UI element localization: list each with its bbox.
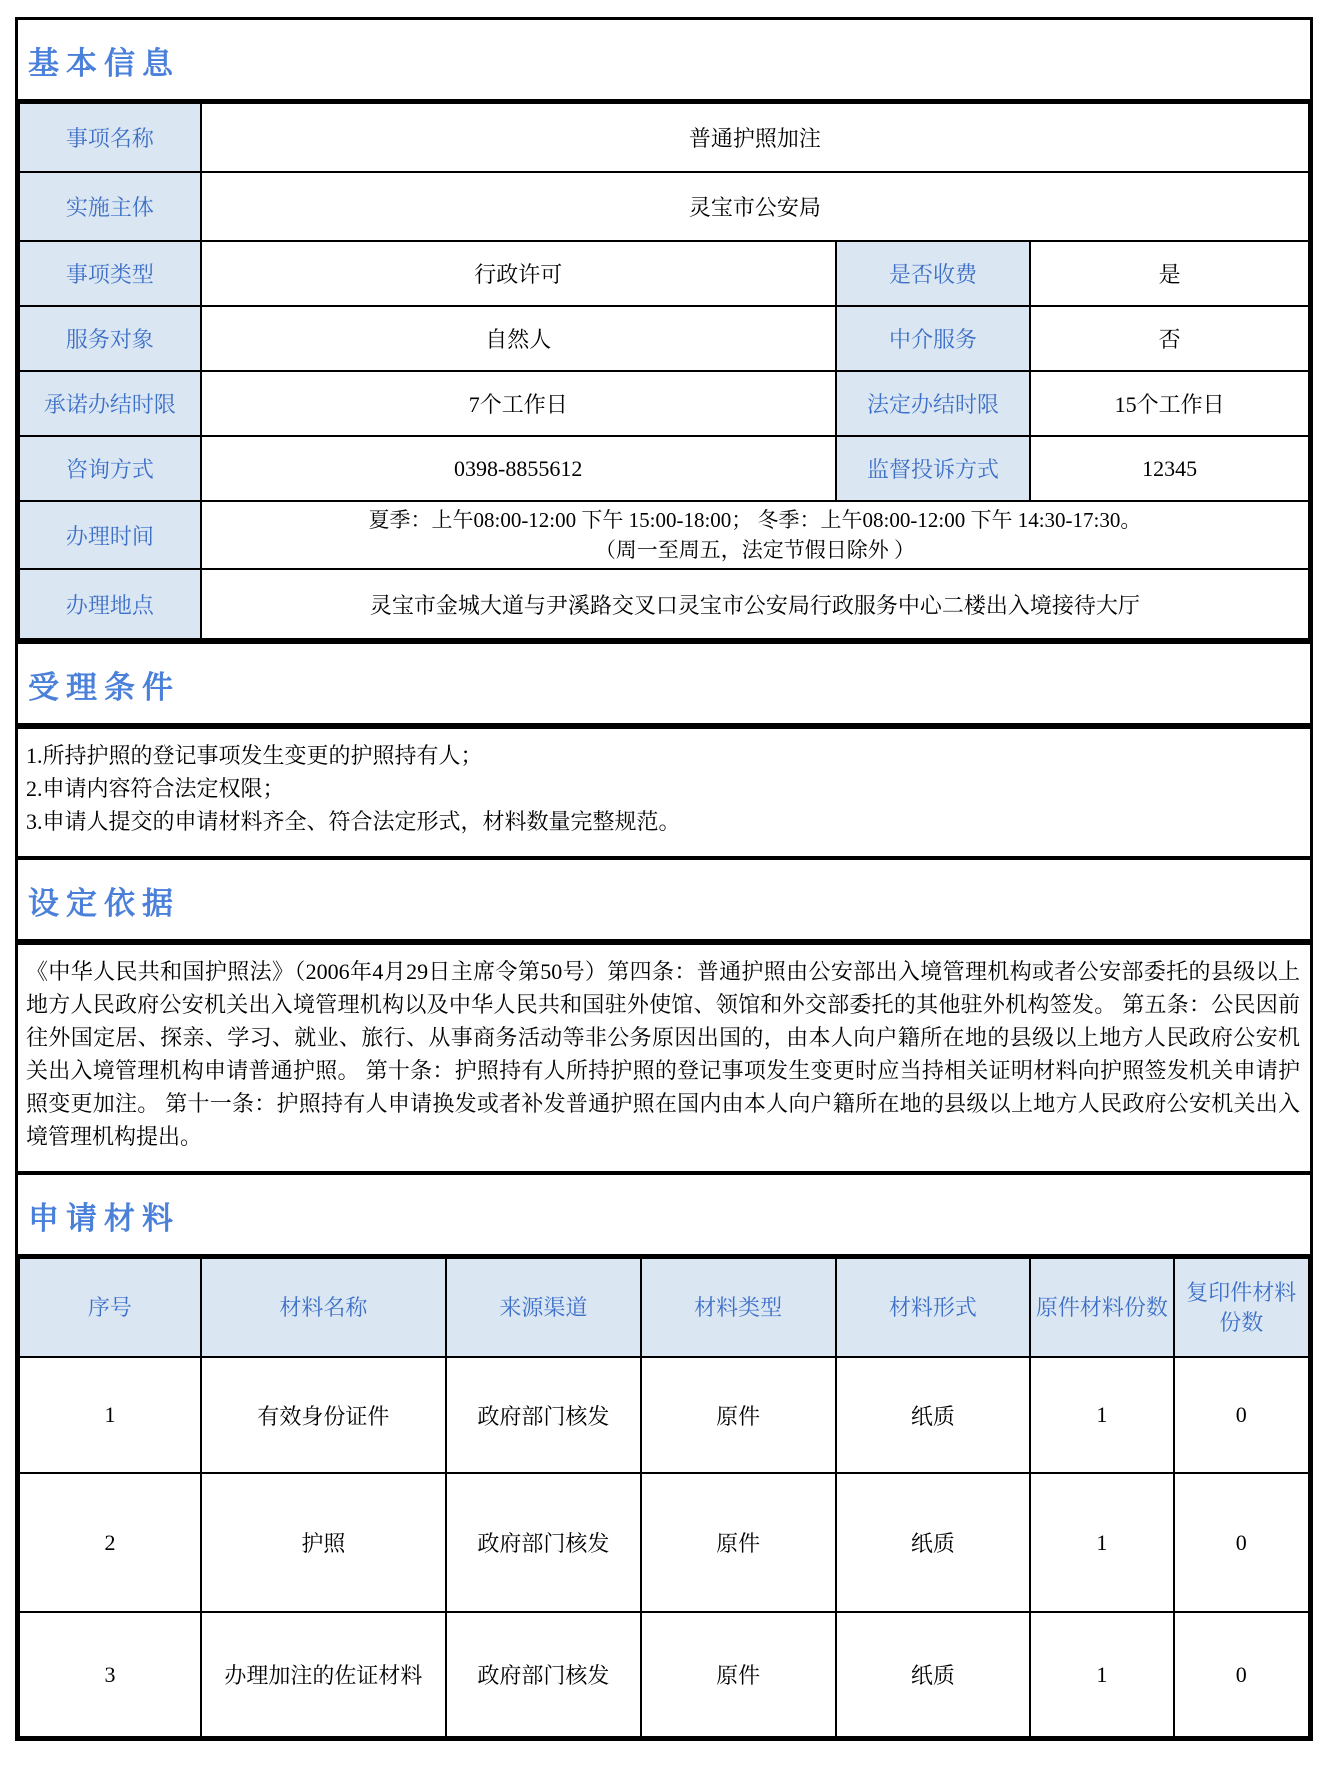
row-service-target-intermediary [19, 306, 1309, 371]
promised-limit-value: 7个工作日 [201, 371, 836, 436]
material-name: 有效身份证件 [201, 1357, 446, 1473]
material-form: 纸质 [836, 1473, 1031, 1612]
material-original-count: 1 [1030, 1473, 1173, 1612]
legal-basis-title: 设定依据 [28, 886, 180, 921]
material-source: 政府部门核发 [446, 1612, 641, 1737]
basic-info-title: 基本信息 [28, 46, 180, 81]
legal-basis-content: 《中华人民共和国护照法》（2006年4月29日主席令第50号）第四条：普通护照由公安部出入境管理机构或者公安部委托的县级以上地方人民政府公安机关出入境管理机构以及中华人民共和国驻外使馆、领馆和外交部委托的其他驻外机构签发。 第五条：公民因前往外国定居、探亲、学习、就业、旅行、从事商务活动等非公务原因出国的，由本人向户籍所在地的县级以上地方人民政府公安机关出入境管理机构申请普通护照。 第十条：护照持有人所持护照的登记事项发生变更时应当持相关证明材料向护照签发机关申请护照变更加注。 第十一条：护照持有人申请换发或者补发普通护照在国内由本人向户籍所在地的县级以上地方人民政府公安机关出入境管理机构提出。 [18, 942, 1310, 1171]
material-copy-count: 0 [1174, 1473, 1310, 1612]
section-legal-basis-header [18, 856, 1310, 942]
hours-line-2: （周一至周五，法定节假日除外 ） [594, 538, 916, 562]
item-type-value: 行政许可 [201, 241, 836, 306]
row-implementer [19, 172, 1309, 241]
material-name: 办理加注的佐证材料 [201, 1612, 446, 1737]
material-source: 政府部门核发 [446, 1473, 641, 1612]
consult-label: 咨询方式 [19, 436, 201, 501]
material-source: 政府部门核发 [446, 1357, 641, 1473]
material-row [19, 1473, 1309, 1612]
acceptance-item: 3.申请人提交的申请材料齐全、符合法定形式，材料数量完整规范。 [26, 809, 681, 834]
section-acceptance-header [18, 640, 1310, 726]
row-hours [19, 501, 1309, 569]
location-label: 办理地点 [19, 569, 201, 639]
intermediary-value: 否 [1030, 306, 1309, 371]
statutory-limit-value: 15个工作日 [1030, 371, 1309, 436]
complaint-label: 监督投诉方式 [836, 436, 1031, 501]
service-target-value: 自然人 [201, 306, 836, 371]
acceptance-item: 2.申请内容符合法定权限； [26, 776, 285, 801]
material-type: 原件 [641, 1473, 836, 1612]
material-original-count: 1 [1030, 1612, 1173, 1737]
item-type-label: 事项类型 [19, 241, 201, 306]
col-header-material-type: 材料类型 [641, 1258, 836, 1357]
statutory-limit-label: 法定办结时限 [836, 371, 1031, 436]
material-seq: 2 [19, 1473, 201, 1612]
material-type: 原件 [641, 1612, 836, 1737]
material-row [19, 1357, 1309, 1473]
implementer-value: 灵宝市公安局 [201, 172, 1309, 241]
materials-table [18, 1257, 1310, 1738]
acceptance-item: 1.所持护照的登记事项发生变更的护照持有人； [26, 743, 483, 768]
service-info-sheet [15, 17, 1313, 1741]
acceptance-content [18, 726, 1310, 856]
material-form: 纸质 [836, 1612, 1031, 1737]
col-header-material-form: 材料形式 [836, 1258, 1031, 1357]
material-form: 纸质 [836, 1357, 1031, 1473]
consult-value: 0398-8855612 [201, 436, 836, 501]
materials-header-row [19, 1258, 1309, 1357]
material-row [19, 1612, 1309, 1737]
acceptance-title: 受理条件 [28, 670, 180, 705]
material-seq: 3 [19, 1612, 201, 1737]
material-type: 原件 [641, 1357, 836, 1473]
hours-line-1: 夏季：上午08:00-12:00 下午 15:00-18:00； 冬季：上午08:00-12:00 下午 14:30-17:30。 [368, 508, 1142, 532]
material-name: 护照 [201, 1473, 446, 1612]
item-name-label: 事项名称 [19, 103, 201, 172]
section-basic-info-header [18, 20, 1310, 102]
fee-value: 是 [1030, 241, 1309, 306]
row-item-type-fee [19, 241, 1309, 306]
material-seq: 1 [19, 1357, 201, 1473]
material-original-count: 1 [1030, 1357, 1173, 1473]
implementer-label: 实施主体 [19, 172, 201, 241]
fee-label: 是否收费 [836, 241, 1031, 306]
basic-info-table [18, 102, 1310, 640]
col-header-material-name: 材料名称 [201, 1258, 446, 1357]
item-name-value: 普通护照加注 [201, 103, 1309, 172]
row-location [19, 569, 1309, 639]
location-value: 灵宝市金城大道与尹溪路交叉口灵宝市公安局行政服务中心二楼出入境接待大厅 [201, 569, 1309, 639]
material-copy-count: 0 [1174, 1357, 1310, 1473]
col-header-source: 来源渠道 [446, 1258, 641, 1357]
row-item-name [19, 103, 1309, 172]
col-header-copy-count: 复印件材料份数 [1174, 1258, 1310, 1357]
col-header-original-count: 原件材料份数 [1030, 1258, 1173, 1357]
complaint-value: 12345 [1030, 436, 1309, 501]
hours-label: 办理时间 [19, 501, 201, 569]
col-header-seq: 序号 [19, 1258, 201, 1357]
materials-title: 申请材料 [28, 1201, 180, 1236]
intermediary-label: 中介服务 [836, 306, 1031, 371]
section-materials-header [18, 1171, 1310, 1257]
row-time-limits [19, 371, 1309, 436]
material-copy-count: 0 [1174, 1612, 1310, 1737]
row-contact [19, 436, 1309, 501]
promised-limit-label: 承诺办结时限 [19, 371, 201, 436]
service-target-label: 服务对象 [19, 306, 201, 371]
hours-value [201, 501, 1309, 569]
